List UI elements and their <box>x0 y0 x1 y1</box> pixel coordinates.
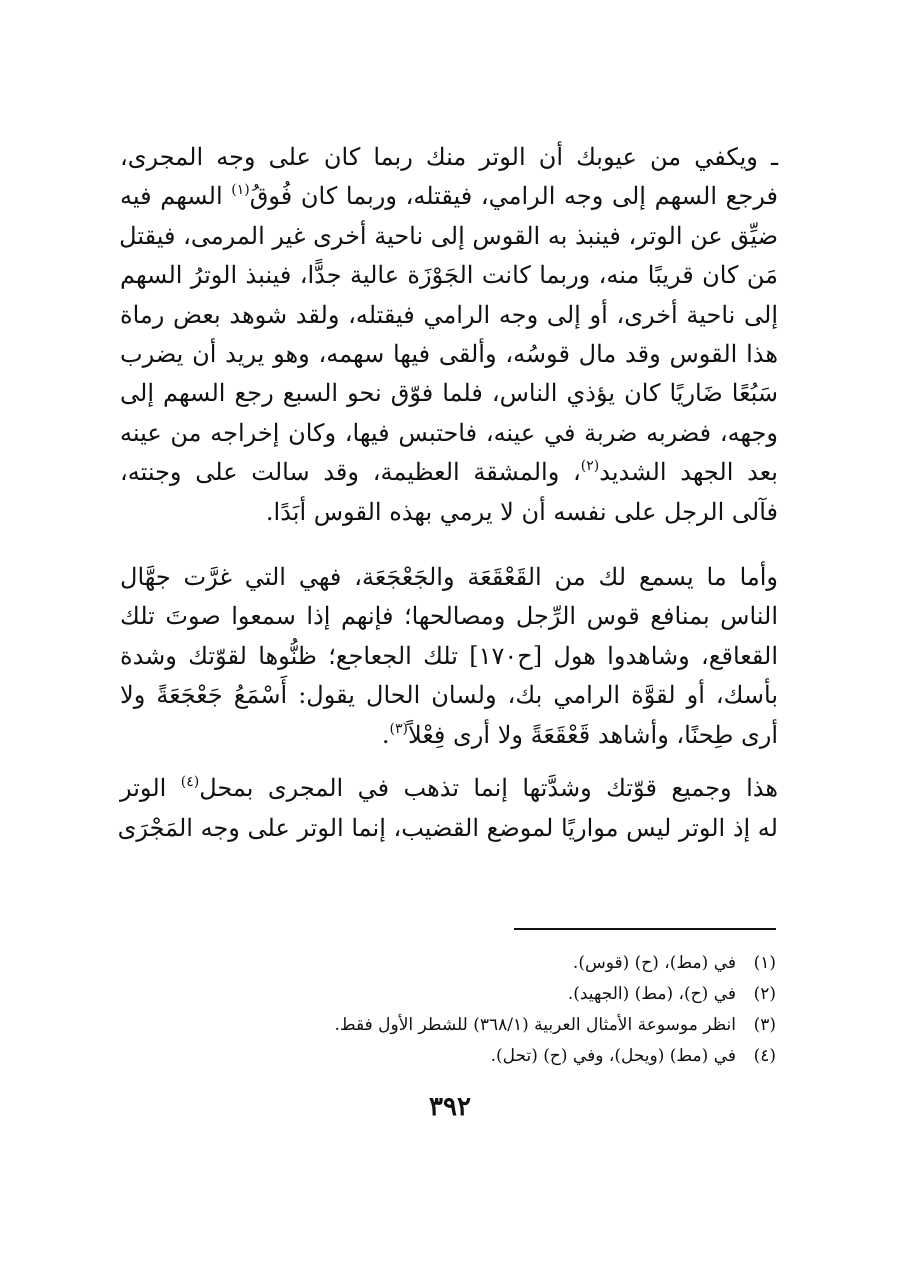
paragraph-1 <box>120 138 778 532</box>
text-line: مَن كان قريبًا منه، وربما كانت الجَوْزَة عالية جدًّا، فينبذ الوترُ السهم <box>120 261 778 290</box>
text-run: السهم فيه <box>120 182 232 211</box>
text-run: أرى طِحنًا، وأشاهد قَعْقَعَةً ولا أرى فِعْلاً <box>408 720 778 749</box>
text-line: القعاقع، وشاهدوا هول [ح١٧٠] تلك الجعاجع؛ ظنُّوها لقوّتك وشدة <box>120 641 778 670</box>
footnote-1 <box>120 948 776 979</box>
paragraph-gap <box>120 532 778 558</box>
text-line <box>120 716 778 755</box>
text-run: هذا وجميع قوّتك وشدَّتها إنما تذهب في المجرى بمحل <box>199 774 778 803</box>
text-line <box>120 769 778 808</box>
footnote-3 <box>120 1010 776 1041</box>
text-run: . <box>381 720 390 749</box>
text-line: إلى ناحية أخرى، أو إلى وجه الرامي فيقتله، ولقد شوهد بعض رماة <box>120 300 778 329</box>
text-run: بعد الجهد الشديد <box>599 458 778 487</box>
paragraph-gap <box>120 755 778 769</box>
text-line: فآلى الرجل على نفسه أن لا يرمي بهذه القوس أبَدًا. <box>265 497 778 526</box>
paragraph-3 <box>117 769 778 848</box>
footnote-4 <box>120 1041 776 1072</box>
footnote-ref-3: (٣) <box>389 720 409 737</box>
page-body <box>117 138 779 848</box>
text-line: وجهه، فضربه ضربة في عينه، فاحتبس فيها، وكان إخراجه من عينه <box>120 418 778 447</box>
footnote-separator <box>514 928 776 930</box>
text-line: هذا القوس وقد مال قوسُه، وألقى فيها سهمه، وهو يريد أن يضرب <box>120 340 778 369</box>
footnote-number: (١) <box>753 953 776 973</box>
text-line <box>120 453 778 492</box>
page-number: ٣٩٢ <box>429 1092 471 1122</box>
text-line: الناس بمنافع قوس الرِّجل ومصالحها؛ فإنهم إذا سمعوا صوتَ تلك <box>120 602 778 631</box>
text-line: له إذ الوتر ليس مواريًا لموضع القضيب، إنما الوتر على وجه المَجْرَى <box>117 813 778 842</box>
paragraph-2 <box>120 558 778 755</box>
text-line: وأما ما يسمع لك من القَعْقَعَة والجَعْجَعَة، فهي التي غرَّت جهَّال <box>120 563 778 592</box>
footnote-2 <box>120 979 776 1010</box>
text-line: ضيِّق عن الوتر، فينبذ به القوس إلى ناحية أخرى غير المرمى، فيقتل <box>119 221 778 250</box>
text-line: بأسك، أو لقوَّة الرامي بك، ولسان الحال يقول: أَسْمَعُ جَعْجَعَةً ولا <box>120 681 778 710</box>
text-line: ـ ويكفي من عيوبك أن الوتر منك ربما كان على وجه المجرى، <box>120 143 778 171</box>
footnote-ref-2: (٢) <box>580 458 600 475</box>
text-run: ، والمشقة العظيمة، وقد سالت على وجنته، <box>120 458 581 487</box>
text-run: الوتر <box>120 774 181 803</box>
footnote-ref-1: (١) <box>231 182 250 199</box>
footnote-text: في (ح)، (مط) (الجهيد). <box>567 984 736 1004</box>
footnote-number: (٣) <box>753 1015 776 1035</box>
footnote-text: في (مط) (ويحل)، وفي (ح) (تحل). <box>490 1046 736 1066</box>
footnote-ref-4: (٤) <box>180 774 200 791</box>
footnote-text: في (مط)، (ح) (قوس). <box>572 953 736 973</box>
text-line <box>120 177 778 216</box>
text-line: سَبُعًا ضَاريًا كان يؤذي الناس، فلما فوّق نحو السبع رجع السهم إلى <box>120 379 779 408</box>
text-run: فرجع السهم إلى وجه الرامي، فيقتله، وربما كان فُوقُ <box>249 182 778 211</box>
footnote-number: (٤) <box>753 1046 776 1066</box>
footnote-number: (٢) <box>753 984 776 1004</box>
footnote-text: انظر موسوعة الأمثال العربية (٣٦٨/١) للشطر الأول فقط. <box>334 1015 736 1035</box>
footnotes <box>120 948 776 1072</box>
